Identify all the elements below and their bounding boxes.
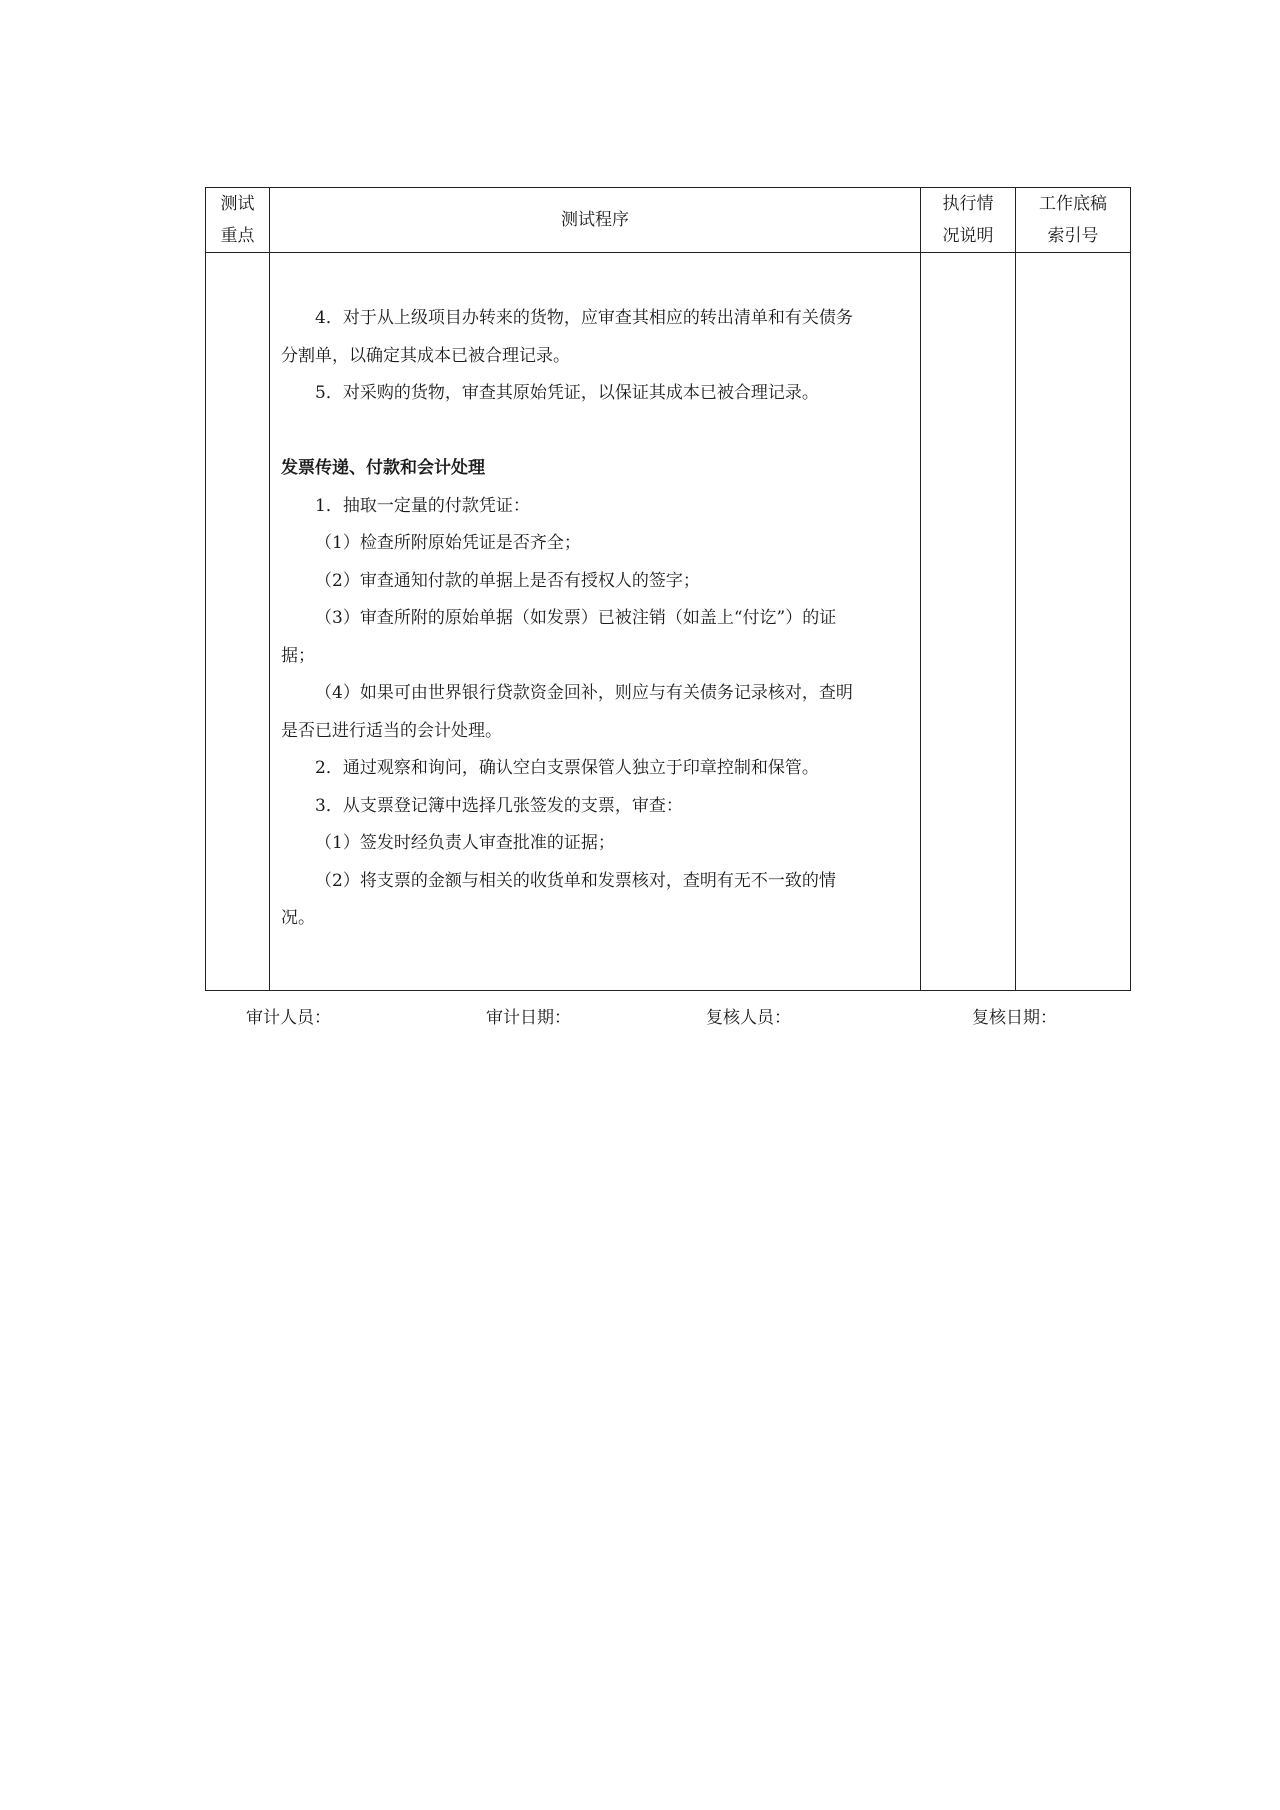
header-workpaper-index-line2: 索引号: [1047, 226, 1099, 246]
header-test-procedure: 测试程序: [561, 210, 629, 230]
header-execution-notes-line2: 况说明: [942, 226, 994, 246]
procedure-body: [281, 300, 855, 938]
procedure-substep: （4）如果可由世界银行贷款资金回补，则应与有关债务记录核对，查明是否已进行适当的会计处理。: [281, 683, 853, 741]
procedure-substep: （2）将支票的金额与相关的收货单和发票核对，查明有无不一致的情况。: [281, 870, 836, 928]
header-execution-notes-line1: 执行情: [942, 194, 994, 214]
header-test-focus-line1: 测试: [220, 194, 255, 214]
procedure-substep: （2）审查通知付款的单据上是否有授权人的签字；: [315, 570, 700, 591]
section-heading: 发票传递、付款和会计处理: [281, 458, 485, 478]
header-execution-notes: [921, 188, 1015, 252]
auditor-label: 审计人员：: [246, 1008, 331, 1028]
header-divider: [206, 252, 1130, 253]
header-test-focus-line2: 重点: [220, 226, 255, 246]
audit-procedure-table: [205, 187, 1131, 991]
procedure-step: 3．从支票登记簿中选择几张签发的支票，审查：: [315, 795, 683, 816]
signature-footer: [0, 1003, 1280, 1031]
column-divider: [1015, 188, 1016, 990]
blank-line: [281, 413, 855, 451]
header-workpaper-index-line1: 工作底稿: [1039, 194, 1107, 214]
review-date-label: 复核日期：: [972, 1008, 1057, 1028]
column-divider: [920, 188, 921, 990]
procedure-step: 4．对于从上级项目办转来的货物，应审查其相应的转出清单和有关债务分割单，以确定其成本已被合理记录。: [281, 308, 853, 366]
reviewer-label: 复核人员：: [706, 1008, 791, 1028]
procedure-step: 1．抽取一定量的付款凭证：: [315, 495, 530, 516]
procedure-substep: （3）审查所附的原始单据（如发票）已被注销（如盖上“付讫”）的证据；: [281, 608, 837, 666]
procedure-step: 5．对采购的货物，审查其原始凭证，以保证其成本已被合理记录。: [315, 383, 819, 403]
audit-date-label: 审计日期：: [486, 1008, 571, 1028]
column-divider: [269, 188, 270, 990]
header-test-focus: [206, 188, 269, 252]
procedure-substep: （1）签发时经负责人审查批准的证据；: [315, 833, 615, 853]
procedure-step: 2．通过观察和询问，确认空白支票保管人独立于印章控制和保管。: [315, 758, 819, 778]
header-workpaper-index: [1016, 188, 1130, 252]
procedure-substep: （1）检查所附原始凭证是否齐全；: [315, 533, 581, 553]
